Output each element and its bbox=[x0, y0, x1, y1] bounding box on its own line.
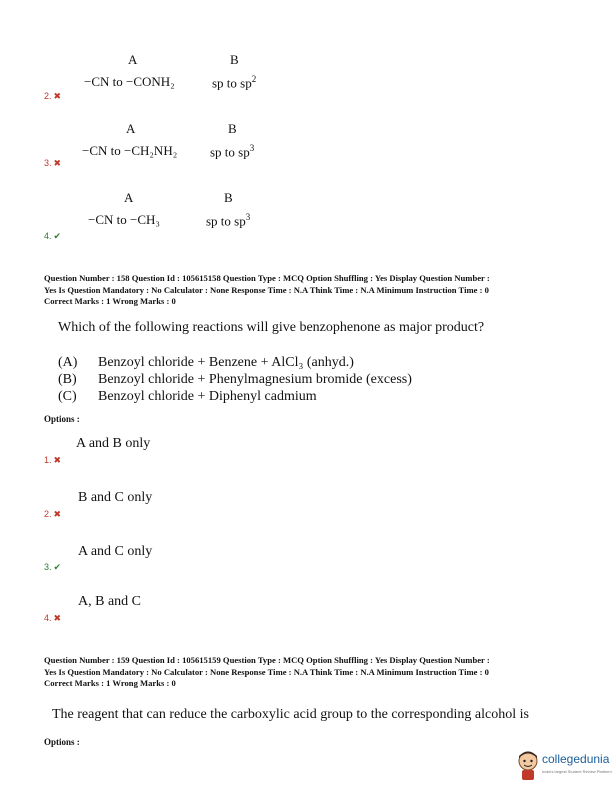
logo-name: collegedunia bbox=[542, 752, 610, 766]
reaction-b: (B) Benzoyl chloride + Phenylmagnesium bromide (excess) bbox=[58, 372, 412, 387]
option-3-number[interactable]: 3. ✔ bbox=[44, 562, 62, 572]
option-2-hybridisation: sp to $sp^2$ bbox=[212, 74, 257, 91]
cross-icon: ✖ bbox=[53, 91, 62, 101]
col-a-heading: A bbox=[124, 190, 134, 205]
col-a-heading: A bbox=[128, 52, 138, 67]
option-4-conversion: −CN to −CH₃ bbox=[88, 212, 160, 227]
cross-icon: ✖ bbox=[53, 613, 62, 623]
check-icon: ✔ bbox=[53, 231, 62, 241]
option-2-number[interactable]: 2. ✖ bbox=[44, 91, 62, 101]
collegedunia-logo bbox=[516, 749, 612, 783]
option-2-conversion: −CN to −CONH₂ bbox=[84, 74, 175, 89]
option-4-number[interactable]: 4. ✔ bbox=[44, 231, 62, 241]
col-b-heading: B bbox=[228, 121, 237, 136]
option-2-text: B and C only bbox=[78, 490, 153, 505]
option-2-number[interactable]: 2. ✖ bbox=[44, 509, 62, 519]
option-1-text: A and B only bbox=[76, 436, 151, 451]
option-3-hybridisation: sp to $sp^3$ bbox=[210, 143, 255, 160]
option-3-conversion: −CN to −CH₂NH₂ bbox=[82, 143, 178, 158]
col-b-heading: B bbox=[224, 190, 233, 205]
option-3-number[interactable]: 3. ✖ bbox=[44, 158, 62, 168]
option-4-number[interactable]: 4. ✖ bbox=[44, 613, 62, 623]
question-158-text: Which of the following reactions will give benzophenone as major product? bbox=[58, 320, 485, 335]
question-158-meta: Question Number : 158 Question Id : 105615158 Question Type : MCQ Option Shuffling : Yes Display Question Number : Yes Is Question Mandatory : No Calculator : None Response Time : N.A Think Time : N.A Minimum Instruction Time : 0 Correct Marks : 1 Wrong Marks : 0 bbox=[44, 273, 490, 306]
reaction-a: (A) Benzoyl chloride + Benzene + AlCl₃ (anhyd.) bbox=[58, 355, 354, 370]
options-label: Options : bbox=[44, 737, 80, 747]
option-1-number[interactable]: 1. ✖ bbox=[44, 455, 62, 465]
col-b-heading: B bbox=[230, 52, 239, 67]
option-3-text: A and C only bbox=[78, 544, 153, 559]
cross-icon: ✖ bbox=[53, 509, 62, 519]
reaction-c: (C) Benzoyl chloride + Diphenyl cadmium bbox=[58, 389, 317, 404]
option-4-hybridisation: sp to $sp^3$ bbox=[206, 212, 251, 229]
question-159-meta: Question Number : 159 Question Id : 105615159 Question Type : MCQ Option Shuffling : Yes Display Question Number : Yes Is Question Mandatory : No Calculator : None Response Time : N.A Think Time : N.A Minimum Instruction Time : 0 Correct Marks : 1 Wrong Marks : 0 bbox=[44, 655, 490, 688]
cross-icon: ✖ bbox=[53, 455, 62, 465]
reaction-list bbox=[58, 354, 412, 405]
student-mascot-icon bbox=[516, 749, 540, 781]
options-label: Options : bbox=[44, 414, 80, 424]
col-a-heading: A bbox=[126, 121, 136, 136]
logo-tagline: India's largest Student Review Platform bbox=[542, 769, 612, 774]
check-icon: ✔ bbox=[53, 562, 62, 572]
cross-icon: ✖ bbox=[53, 158, 62, 168]
option-4-text: A, B and C bbox=[78, 594, 141, 609]
question-159-text: The reagent that can reduce the carboxylic acid group to the corresponding alcohol is bbox=[52, 707, 529, 722]
